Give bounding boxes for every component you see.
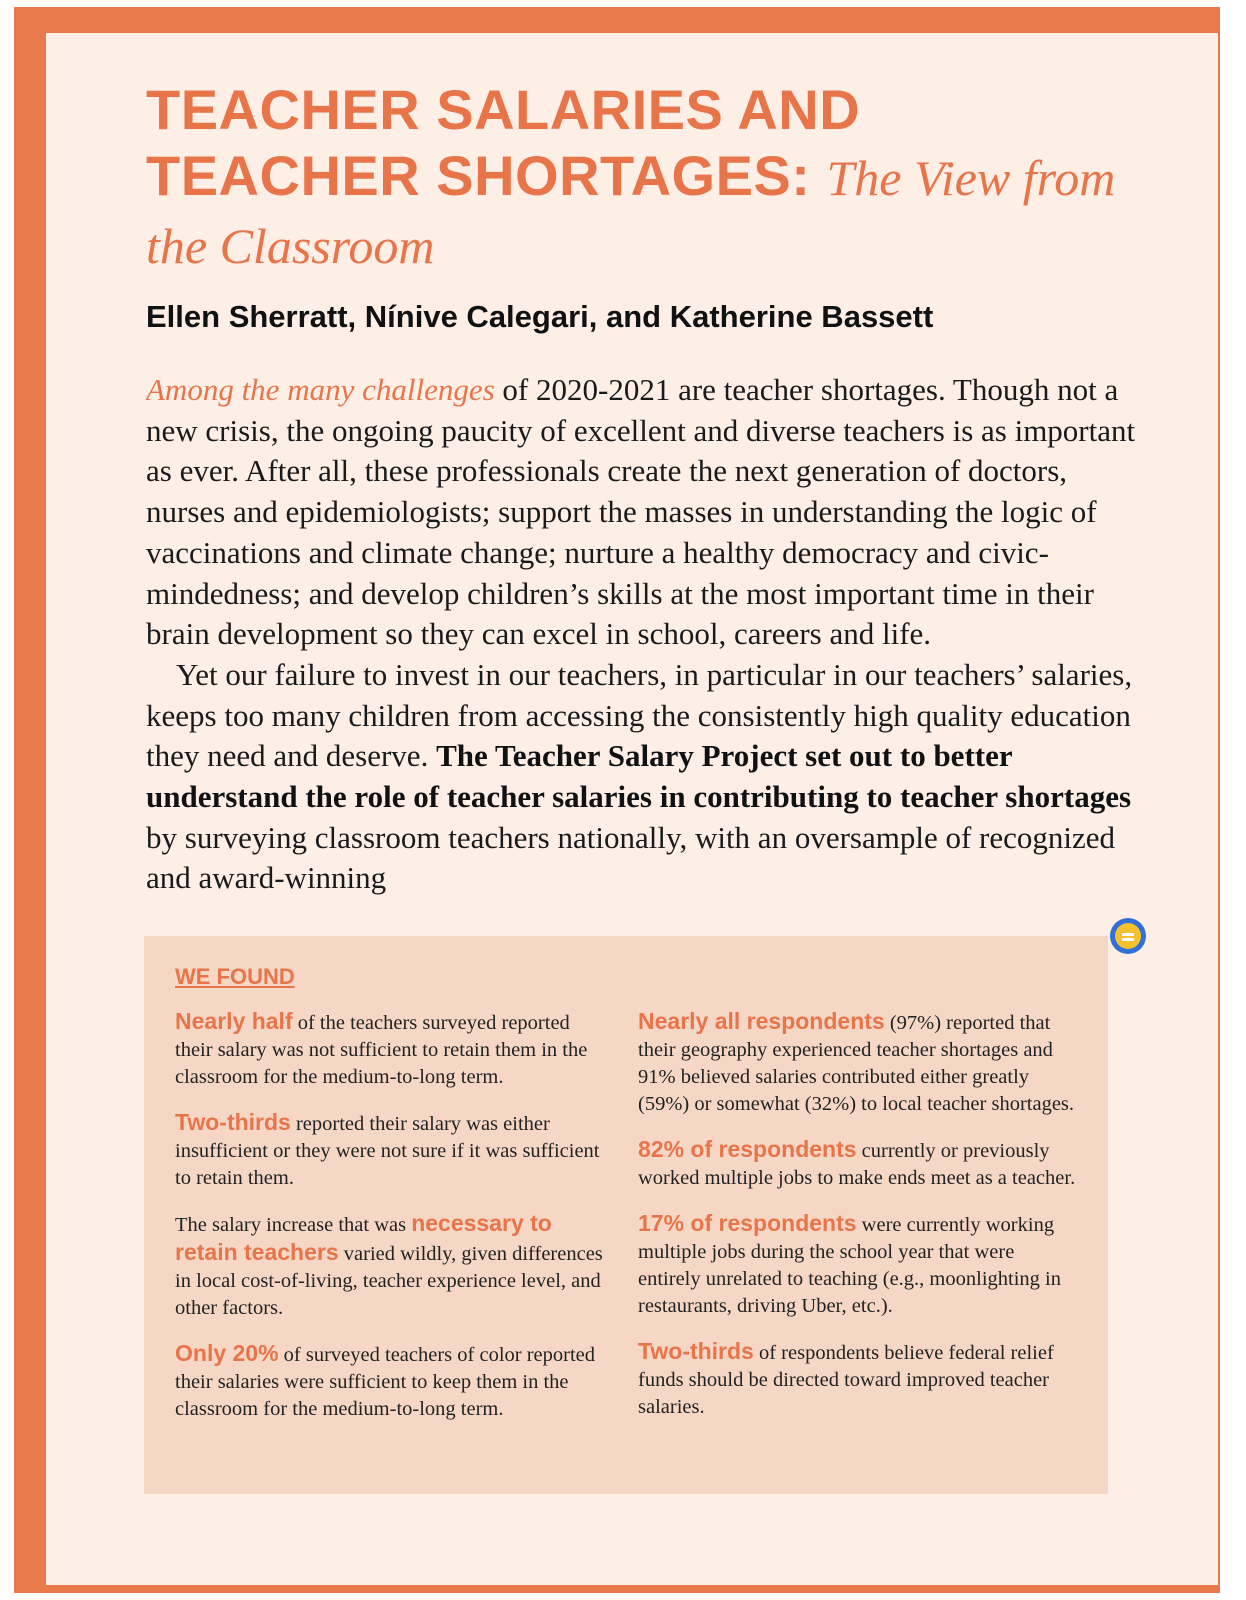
finding-item xyxy=(175,1008,611,1091)
finding-text: varied wildly, given differences in local cost-of-living, teacher experience level, and other factors. xyxy=(175,1243,603,1319)
page-border xyxy=(14,7,1220,1593)
finding-item xyxy=(175,1210,611,1322)
finding-text: of the teachers surveyed reported their salary was not sufficient to retain them in the classroom for the medium-to-long term. xyxy=(175,1012,588,1088)
title-italic: The View from the Classroom xyxy=(146,150,1116,274)
page-title xyxy=(146,77,1146,279)
finding-item xyxy=(175,1109,611,1192)
findings-right-column xyxy=(638,1008,1082,1439)
finding-text: (97%) reported that their geography experienced teacher shortages and 91% believed salaries contributed either greatly (59%) or somewhat (32%) to local teacher shortages. xyxy=(638,1012,1075,1115)
comment-icon[interactable] xyxy=(1110,918,1146,954)
finding-item xyxy=(638,1210,1082,1320)
article-body xyxy=(146,370,1136,942)
authors-line: Ellen Sherratt, Nínive Calegari, and Katherine Bassett xyxy=(146,299,934,334)
document-page xyxy=(46,33,1218,1585)
finding-highlight: Two-thirds xyxy=(638,1338,754,1364)
findings-left-column xyxy=(175,1008,611,1441)
finding-highlight: Two-thirds xyxy=(175,1109,291,1135)
paragraph-1 xyxy=(146,370,1136,655)
finding-text: of surveyed teachers of color reported their salaries were sufficient to keep them in the classroom for the medium-to-long term. xyxy=(175,1344,596,1420)
finding-text: were currently working multiple jobs during the school year that were entirely unrelated to teaching (e.g., moonlighting in restaurants, driving Uber, etc.). xyxy=(638,1214,1061,1317)
finding-item xyxy=(175,1340,611,1423)
title-bold: TEACHER SALARIES AND TEACHER SHORTAGES: xyxy=(146,78,861,207)
finding-highlight: Only 20% xyxy=(175,1340,279,1366)
finding-highlight: Nearly all respondents xyxy=(638,1008,885,1034)
paragraph-2 xyxy=(146,655,1136,899)
finding-item xyxy=(638,1338,1082,1421)
comment-icon-glyph xyxy=(1115,923,1141,949)
findings-box xyxy=(144,936,1108,1494)
finding-highlight: 17% of respondents xyxy=(638,1210,857,1236)
finding-highlight: necessary to retain teachers xyxy=(175,1210,552,1265)
finding-highlight: Nearly half xyxy=(175,1008,293,1034)
finding-item xyxy=(638,1136,1082,1192)
findings-title: WE FOUND xyxy=(175,964,295,989)
paragraph-2-tail: by surveying classroom teachers nationally, with an oversample of recognized and award-winning xyxy=(146,819,1116,896)
finding-pre-text: The salary increase that was xyxy=(175,1214,412,1236)
finding-text: of respondents believe federal relief funds should be directed toward improved teacher salaries. xyxy=(638,1342,1054,1418)
paragraph-2-text: Yet our failure to invest in our teachers, in particular in our teachers’ salaries, keeps too many children from accessing the consistently high quality education they need and deserve. xyxy=(146,656,1133,774)
finding-highlight: 82% of respondents xyxy=(638,1136,857,1162)
finding-item xyxy=(638,1008,1082,1118)
paragraph-1-text: of 2020-2021 are teacher shortages. Though not a new crisis, the ongoing paucity of excellent and diverse teachers is as important as ever. After all, these professionals create the next generation of doctors, nurses and epidemiologists; support the masses in understanding the logic of vaccinations and climate change; nurture a healthy democracy and civic-mindedness; and develop children’s skills at the most important time in their brain development so they can excel in school, careers and life. xyxy=(146,372,1136,652)
finding-text: currently or previously worked multiple jobs to make ends meet as a teacher. xyxy=(638,1140,1076,1189)
lead-phrase: Among the many challenges xyxy=(146,372,495,407)
paragraph-2-bold: The Teacher Salary Project set out to better understand the role of teacher salaries in contributing to teacher shortages xyxy=(146,738,1132,815)
finding-text: reported their salary was either insufficient or they were not sure if it was sufficient to retain them. xyxy=(175,1113,600,1189)
